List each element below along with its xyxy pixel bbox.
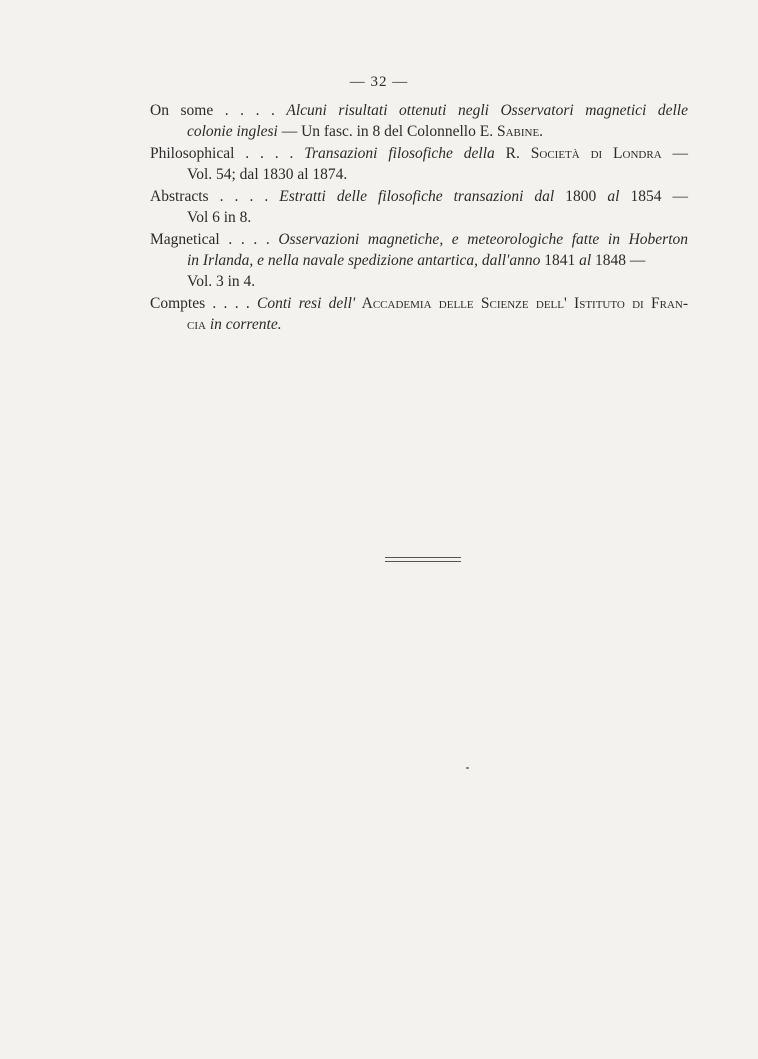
entry-title: in Irlanda, e nella navale spedizione antartica, dall'anno <box>187 252 541 269</box>
entry-key: Comptes <box>150 295 206 312</box>
entry-title: Conti resi dell' <box>257 295 356 312</box>
entry-dots: . . . . <box>234 145 305 162</box>
entry-dots: . . . . <box>213 102 287 119</box>
entry-title: Transazioni filosofiche della <box>304 145 495 162</box>
entry-dots: . . . . <box>219 231 279 248</box>
entry-year: 1854 — <box>619 188 688 205</box>
entry-text: al <box>607 188 620 205</box>
entry-key: Philosophical <box>150 145 235 162</box>
entry-year: 1841 <box>540 252 580 269</box>
entry-dots: . . . . <box>205 295 257 312</box>
bibliography-list <box>150 100 688 336</box>
entry-author: Sabine. <box>496 123 544 140</box>
entry-line <box>150 314 688 335</box>
entry-publisher: Società di Londra <box>530 145 662 162</box>
entry-line <box>150 100 688 121</box>
list-item <box>150 100 688 142</box>
entry-line <box>150 229 688 250</box>
entry-year: 1800 <box>554 188 608 205</box>
entry-title: Osservazioni magnetiche, e meteorologiche fatte in Hoberton <box>278 231 689 248</box>
entry-line <box>150 250 688 271</box>
list-item <box>150 229 688 292</box>
page-number: — 32 — <box>349 74 409 90</box>
entry-key: On some <box>150 102 214 119</box>
entry-line <box>150 121 688 142</box>
list-item <box>150 186 688 228</box>
ink-speck <box>466 767 469 769</box>
entry-year: 1848 — <box>591 252 646 269</box>
entry-line <box>150 186 688 207</box>
entry-text: R. <box>494 145 531 162</box>
entry-title: colonie inglesi <box>187 123 278 140</box>
entry-line: Vol. 54; dal 1830 al 1874. <box>187 166 348 183</box>
entry-key: Magnetical <box>150 231 220 248</box>
entry-key: Abstracts <box>150 188 209 205</box>
entry-line <box>150 143 688 164</box>
entry-text: — <box>661 145 689 162</box>
list-item <box>150 293 688 335</box>
entry-publisher: Accademia delle Scienze dell' Istituto di Fran- <box>355 295 688 312</box>
double-rule-divider <box>385 557 461 562</box>
entry-dots: . . . . <box>208 188 280 205</box>
entry-title: Alcuni risultati ottenuti negli Osservatori magnetici delle <box>286 102 688 119</box>
entry-text: in corrente. <box>205 316 282 333</box>
entry-text: — Un fasc. in 8 del Colonnello E. <box>277 123 497 140</box>
entry-line <box>150 293 688 314</box>
entry-publisher: cia <box>187 316 206 333</box>
entry-text: al <box>579 252 592 269</box>
entry-title: Estratti delle filosofiche transazioni dal <box>279 188 555 205</box>
list-item <box>150 143 688 185</box>
entry-line: Vol. 3 in 4. <box>187 273 256 290</box>
entry-line: Vol 6 in 8. <box>187 209 252 226</box>
